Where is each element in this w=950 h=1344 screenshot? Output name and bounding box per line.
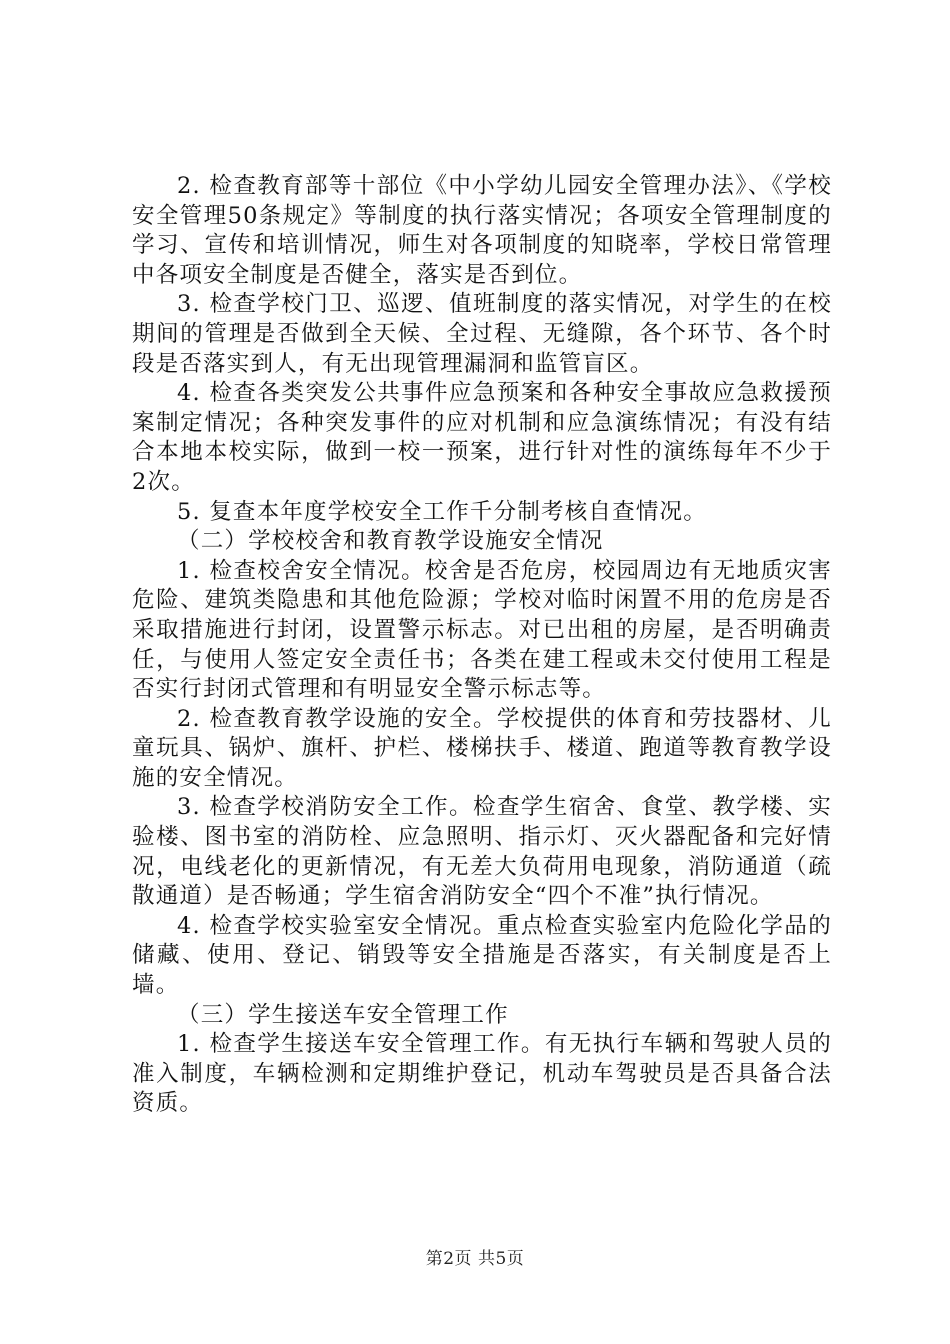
document-body: [132, 172, 832, 1119]
page-footer: 第2页 共5页: [425, 1249, 525, 1269]
paragraph-3: 4. 检查各类突发公共事件应急预案和各种安全事故应急救援预案制定情况；各种突发事件的应对机制和应急演练情况；有没有结合本地本校实际，做到一校一预案，进行针对性的演练每年不少于2次。: [132, 380, 832, 495]
paragraph-8: 4. 检查学校实验室安全情况。重点检查实验室内危险化学品的储藏、使用、登记、销毁等安全措施是否落实，有关制度是否上墙。: [132, 912, 832, 999]
paragraph-9: 1. 检查学生接送车安全管理工作。有无执行车辆和驾驶人员的准入制度，车辆检测和定期维护登记，机动车驾驶员是否具备合法资质。: [132, 1031, 832, 1117]
section-heading-2: （二）学校校舍和教育教学设施安全情况: [177, 528, 604, 555]
paragraph-5: 1. 检查校舍安全情况。校舍是否危房，校园周边有无地质灾害危险、建筑类隐患和其他危险源；学校对临时闲置不用的危房是否采取措施进行封闭，设置警示标志。对已出租的房屋，是否明确责任，与使用人签定安全责任书；各类在建工程或未交付使用工程是否实行封闭式管理和有明显安全警示标志等。: [132, 557, 832, 703]
paragraph-7: 3. 检查学校消防安全工作。检查学生宿舍、食堂、教学楼、实验楼、图书室的消防栓、应急照明、指示灯、灭火器配备和完好情况，电线老化的更新情况，有无差大负荷用电现象，消防通道（疏散通道）是否畅通；学生宿舍消防安全“四个不准”执行情况。: [132, 794, 832, 910]
paragraph-1: 2. 检查教育部等十部位《中小学幼儿园安全管理办法》、《学校安全管理50条规定》等制度的执行落实情况；各项安全管理制度的学习、宣传和培训情况，师生对各项制度的知晓率，学校日常管理中各项安全制度是否健全，落实是否到位。: [132, 173, 832, 288]
section-heading-3: （三）学生接送车安全管理工作: [177, 1001, 509, 1028]
paragraph-4: 5. 复查本年度学校安全工作千分制考核自查情况。: [177, 498, 707, 525]
paragraph-6: 2. 检查教育教学设施的安全。学校提供的体育和劳技器材、儿童玩具、锅炉、旗杆、护栏、楼梯扶手、楼道、跑道等教育教学设施的安全情况。: [132, 705, 832, 791]
paragraph-2: 3. 检查学校门卫、巡逻、值班制度的落实情况，对学生的在校期间的管理是否做到全天候、全过程、无缝隙，各个环节、各个时段是否落实到人，有无出现管理漏洞和监管盲区。: [132, 291, 832, 377]
